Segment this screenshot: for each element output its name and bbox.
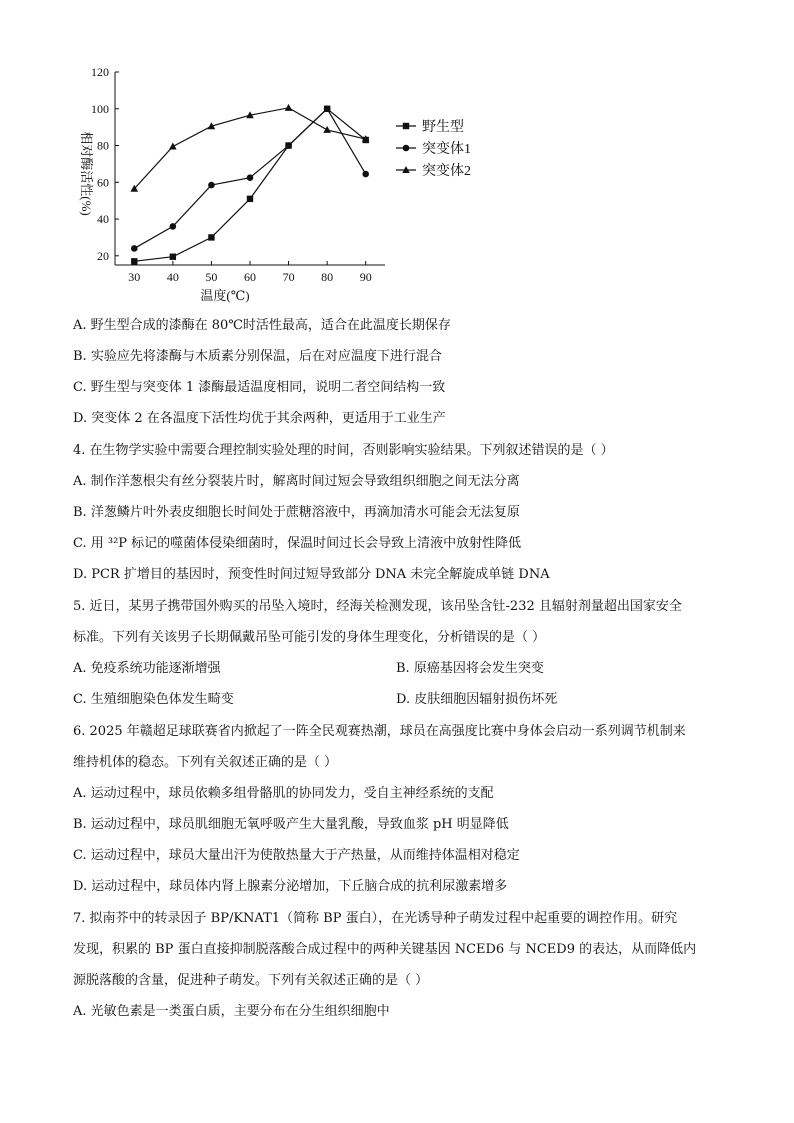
chart-series [130,104,369,265]
q6-option-c: C. 运动过程中，球员大量出汗为使散热量大于产热量，从而维持体温相对稳定 [73,848,520,863]
data-point-circle [247,174,254,181]
x-tick-label: 50 [205,270,218,284]
q6-option-a: A. 运动过程中，球员依赖多组骨骼肌的协同发力，受自主神经系统的支配 [73,786,494,801]
q6-stem-line2: 维持机体的稳态。下列有关叙述正确的是（ ） [73,755,338,770]
chart-legend [396,118,471,179]
q4-option-c: C. 用 ³²P 标记的噬菌体侵染细菌时，保温时间过长会导致上清液中放射性降低 [73,536,522,551]
q3-option-b: B. 实验应先将漆酶与木质素分别保温，后在对应温度下进行混合 [73,349,442,364]
x-tick-label: 30 [128,270,141,284]
q5-option-d: D. 皮肤细胞因辐射损伤坏死 [396,692,558,707]
x-tick-label: 70 [282,270,295,284]
enzyme-activity-chart [60,60,480,310]
x-axis-label: 温度(℃) [200,288,250,303]
y-tick-label: 100 [91,101,109,116]
series-line-square [134,109,365,262]
q4-stem: 4. 在生物学实验中需要合理控制实验处理的时间，否则影响实验结果。下列叙述错误的是（ ） [73,443,614,458]
q5-option-b: B. 原癌基因将会发生突变 [396,661,544,676]
y-tick-label: 80 [97,138,109,153]
q5-option-c: C. 生殖细胞染色体发生畸变 [73,692,234,707]
data-point-triangle [285,104,293,111]
q5-stem-line2: 标准。下列有关该男子长期佩戴吊坠可能引发的身体生理变化，分析错误的是（ ） [73,630,546,645]
chart-axes [79,65,385,303]
q4-option-a: A. 制作洋葱根尖有丝分裂装片时，解离时间过短会导致组织细胞之间无法分离 [73,474,520,489]
q4-option-d: D. PCR 扩增目的基因时，预变性时间过短导致部分 DNA 未完全解旋成单链 DNA [73,567,550,582]
q5-stem-line1: 5. 近日，某男子携带国外购买的吊坠入境时，经海关检测发现，该吊坠含钍-232 且辐射剂量超出国家安全 [73,599,682,614]
x-tick-label: 40 [166,270,179,284]
q7-stem-line2: 发现，积累的 BP 蛋白直接抑制脱落酸合成过程中的两种关键基因 NCED6 与 NCED9 的表达，从而降低内 [73,942,697,957]
data-point-circle [170,223,177,230]
y-tick-label: 120 [91,65,109,79]
data-point-circle [362,171,369,178]
data-point-circle [131,245,138,252]
x-tick-label: 90 [359,270,372,284]
q6-stem-line1: 6. 2025 年赣超足球联赛省内掀起了一阵全民观赛热潮，球员在高强度比赛中身体会启动一系列调节机制来 [73,724,686,739]
q6-option-b: B. 运动过程中，球员肌细胞无氧呼吸产生大量乳酸，导致血浆 pH 明显降低 [73,817,509,832]
data-point-square [170,254,176,260]
q5-option-a: A. 免疫系统功能逐渐增强 [73,661,221,676]
q3-option-d: D. 突变体 2 在各温度下活性均优于其余两种，更适用于工业生产 [73,411,446,426]
data-point-circle [285,142,292,149]
x-tick-label: 60 [244,270,256,284]
q6-option-d: D. 运动过程中，球员体内肾上腺素分泌增加，下丘脑合成的抗利尿激素增多 [73,879,508,894]
y-tick-label: 60 [97,175,109,190]
q4-option-b: B. 洋葱鳞片叶外表皮细胞长时间处于蔗糖溶液中，再滴加清水可能会无法复原 [73,505,520,520]
legend-marker-circle [403,145,410,152]
legend-marker-square [403,123,409,129]
q7-stem-line3: 源脱落酸的含量，促进种子萌发。下列有关叙述正确的是（ ） [73,973,429,988]
data-point-triangle [323,126,331,133]
q3-option-c: C. 野生型与突变体 1 漆酶最适温度相同，说明二者空间结构一致 [73,380,446,395]
y-tick-label: 40 [97,212,109,227]
y-axis-label: 相对酶活性(%) [79,131,94,216]
q3-option-a: A. 野生型合成的漆酶在 80℃时活性最高，适合在此温度长期保存 [73,318,451,333]
legend-label: 突变体1 [422,142,471,157]
y-tick-label: 20 [97,248,109,263]
q7-option-a: A. 光敏色素是一类蛋白质，主要分布在分生组织细胞中 [73,1004,390,1019]
legend-label: 野生型 [422,120,464,135]
data-point-square [208,234,214,240]
x-tick-label: 80 [321,270,334,284]
data-point-square [131,258,137,264]
data-point-square [247,196,253,202]
data-point-triangle [169,142,177,149]
legend-label: 突变体2 [422,164,471,179]
data-point-circle [208,182,215,189]
data-point-circle [324,105,331,112]
q7-stem-line1: 7. 拟南芥中的转录因子 BP/KNAT1（简称 BP 蛋白），在光诱导种子萌发过程中起重要的调控作用。研究 [73,911,678,926]
